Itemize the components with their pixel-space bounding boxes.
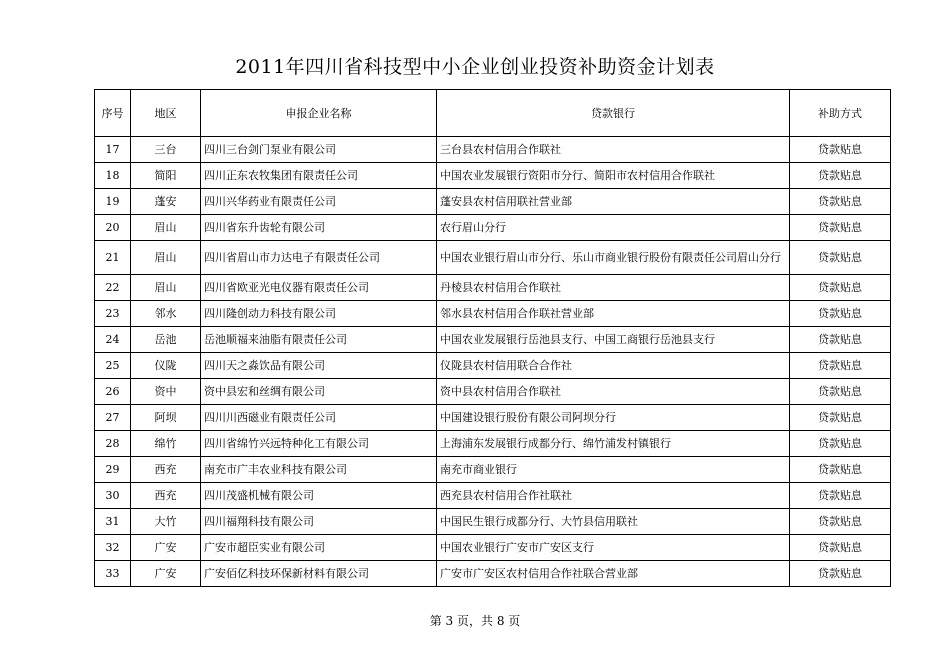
row-method: 贷款贴息	[790, 561, 891, 587]
row-method: 贷款贴息	[790, 327, 891, 353]
table-row	[95, 379, 891, 405]
row-method: 贷款贴息	[790, 379, 891, 405]
row-method: 贷款贴息	[790, 431, 891, 457]
row-method: 贷款贴息	[790, 483, 891, 509]
row-company: 四川茂盛机械有限公司	[201, 483, 437, 509]
row-method: 贷款贴息	[790, 275, 891, 301]
row-bank: 中国建设银行股份有限公司阿坝分行	[437, 405, 790, 431]
row-number: 19	[95, 189, 131, 215]
row-region: 邻水	[131, 301, 201, 327]
row-region: 简阳	[131, 163, 201, 189]
table-row	[95, 353, 891, 379]
table-row	[95, 509, 891, 535]
row-company: 四川川西磁业有限责任公司	[201, 405, 437, 431]
row-bank: 中国民生银行成都分行、大竹县信用联社	[437, 509, 790, 535]
row-region: 眉山	[131, 275, 201, 301]
row-bank: 广安市广安区农村信用合作社联合营业部	[437, 561, 790, 587]
row-bank: 中国农业银行眉山市分行、乐山市商业银行股份有限责任公司眉山分行	[437, 241, 790, 275]
table-row	[95, 535, 891, 561]
row-region: 西充	[131, 457, 201, 483]
row-bank: 邻水县农村信用合作联社营业部	[437, 301, 790, 327]
table-row	[95, 275, 891, 301]
row-bank: 蓬安县农村信用联社营业部	[437, 189, 790, 215]
row-company: 四川省眉山市力达电子有限责任公司	[201, 241, 437, 275]
table-row	[95, 241, 891, 275]
row-bank: 农行眉山分行	[437, 215, 790, 241]
row-number: 29	[95, 457, 131, 483]
row-company: 四川三台剑门泵业有限公司	[201, 137, 437, 163]
row-region: 阿坝	[131, 405, 201, 431]
row-method: 贷款贴息	[790, 189, 891, 215]
row-number: 32	[95, 535, 131, 561]
column-header-no: 序号	[95, 90, 131, 137]
row-company: 四川省欧亚光电仪器有限责任公司	[201, 275, 437, 301]
table-row	[95, 215, 891, 241]
row-region: 广安	[131, 561, 201, 587]
row-company: 四川天之淼饮品有限公司	[201, 353, 437, 379]
row-method: 贷款贴息	[790, 535, 891, 561]
row-bank: 中国农业发展银行岳池县支行、中国工商银行岳池县支行	[437, 327, 790, 353]
row-number: 20	[95, 215, 131, 241]
row-number: 17	[95, 137, 131, 163]
table-row	[95, 483, 891, 509]
row-region: 眉山	[131, 241, 201, 275]
row-company: 广安佰亿科技环保新材料有限公司	[201, 561, 437, 587]
row-bank: 上海浦东发展银行成都分行、绵竹浦发村镇银行	[437, 431, 790, 457]
table-row	[95, 137, 891, 163]
row-region: 绵竹	[131, 431, 201, 457]
column-header-bank: 贷款银行	[437, 90, 790, 137]
table-row	[95, 327, 891, 353]
table-row	[95, 163, 891, 189]
row-method: 贷款贴息	[790, 509, 891, 535]
row-bank: 仪陇县农村信用联合合作社	[437, 353, 790, 379]
row-bank: 西充县农村信用合作社联社	[437, 483, 790, 509]
row-number: 33	[95, 561, 131, 587]
row-number: 27	[95, 405, 131, 431]
row-method: 贷款贴息	[790, 215, 891, 241]
row-number: 22	[95, 275, 131, 301]
row-number: 24	[95, 327, 131, 353]
row-region: 仪陇	[131, 353, 201, 379]
row-number: 18	[95, 163, 131, 189]
row-number: 25	[95, 353, 131, 379]
row-region: 蓬安	[131, 189, 201, 215]
column-header-company: 申报企业名称	[201, 90, 437, 137]
row-method: 贷款贴息	[790, 405, 891, 431]
table-row	[95, 405, 891, 431]
row-method: 贷款贴息	[790, 137, 891, 163]
row-method: 贷款贴息	[790, 353, 891, 379]
row-company: 广安市超臣实业有限公司	[201, 535, 437, 561]
row-company: 四川福翔科技有限公司	[201, 509, 437, 535]
row-method: 贷款贴息	[790, 457, 891, 483]
row-company: 四川兴华药业有限责任公司	[201, 189, 437, 215]
row-bank: 南充市商业银行	[437, 457, 790, 483]
row-bank: 资中县农村信用合作联社	[437, 379, 790, 405]
row-number: 30	[95, 483, 131, 509]
row-company: 四川隆创动力科技有限公司	[201, 301, 437, 327]
row-number: 28	[95, 431, 131, 457]
row-company: 资中县宏和丝绸有限公司	[201, 379, 437, 405]
row-bank: 三台县农村信用合作联社	[437, 137, 790, 163]
page-title: 2011年四川省科技型中小企业创业投资补助资金计划表	[235, 56, 715, 78]
row-company: 岳池顺福来油脂有限责任公司	[201, 327, 437, 353]
row-region: 资中	[131, 379, 201, 405]
row-company: 四川省绵竹兴远特种化工有限公司	[201, 431, 437, 457]
table-row	[95, 431, 891, 457]
row-bank: 中国农业银行广安市广安区支行	[437, 535, 790, 561]
row-region: 西充	[131, 483, 201, 509]
row-company: 南充市广丰农业科技有限公司	[201, 457, 437, 483]
row-number: 26	[95, 379, 131, 405]
table-row	[95, 301, 891, 327]
column-header-method: 补助方式	[790, 90, 891, 137]
row-region: 岳池	[131, 327, 201, 353]
row-number: 21	[95, 241, 131, 275]
row-number: 23	[95, 301, 131, 327]
table-row	[95, 457, 891, 483]
table-row	[95, 561, 891, 587]
row-region: 眉山	[131, 215, 201, 241]
row-method: 贷款贴息	[790, 241, 891, 275]
row-company: 四川正东农牧集团有限责任公司	[201, 163, 437, 189]
row-bank: 丹棱县农村信用合作联社	[437, 275, 790, 301]
row-number: 31	[95, 509, 131, 535]
row-region: 三台	[131, 137, 201, 163]
row-method: 贷款贴息	[790, 163, 891, 189]
table-header-row	[95, 90, 891, 137]
funding-plan-table	[94, 89, 891, 587]
page-footer: 第 3 页，共 8 页	[429, 614, 521, 628]
row-bank: 中国农业发展银行资阳市分行、简阳市农村信用合作联社	[437, 163, 790, 189]
row-region: 广安	[131, 535, 201, 561]
row-region: 大竹	[131, 509, 201, 535]
row-company: 四川省东升齿轮有限公司	[201, 215, 437, 241]
table-row	[95, 189, 891, 215]
row-method: 贷款贴息	[790, 301, 891, 327]
column-header-region: 地区	[131, 90, 201, 137]
